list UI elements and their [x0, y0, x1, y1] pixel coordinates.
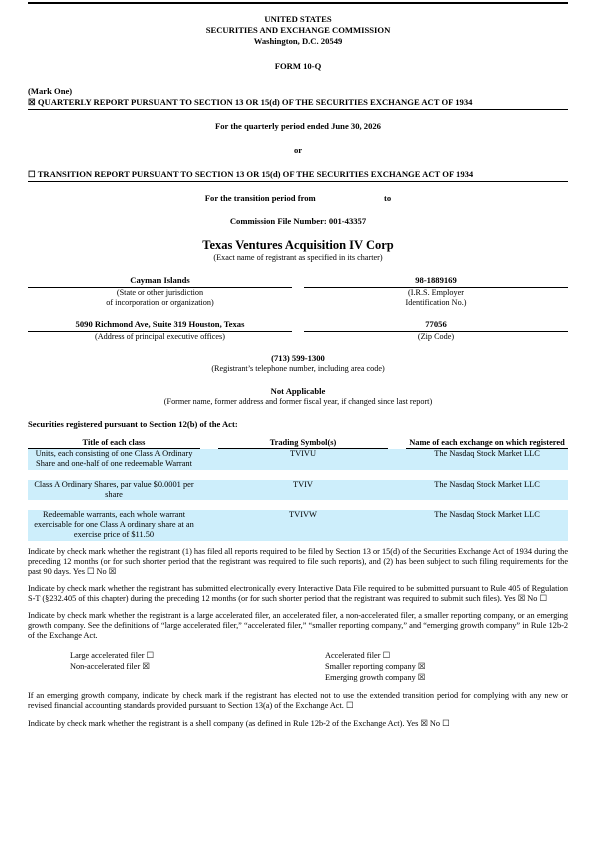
large-accelerated-filer: Large accelerated filer ☐ — [70, 650, 154, 660]
smaller-reporting-company: Smaller reporting company ☒ — [325, 661, 426, 671]
zip-caption: (Zip Code) — [417, 331, 455, 341]
form-type: FORM 10-Q — [274, 61, 322, 71]
address-block — [28, 319, 292, 343]
zip-block — [304, 319, 568, 343]
jurisdiction-block — [28, 275, 292, 309]
security-symbol: TVIVW — [218, 510, 388, 541]
interactive-data-check: Indicate by check mark whether the registrant has submitted electronically every Interactive Data File required to be submitted pursuant to Rule 405 of Regulation S-T (§232.405 of this chapter) during the preceding 12 months (or for such shorter period that the registrant was required to submit such files). Yes ☒ No ☐ — [28, 583, 568, 604]
quarterly-report-option: ☒ QUARTERLY REPORT PURSUANT TO SECTION 13 OR 15(d) OF THE SECURITIES EXCHANGE ACT OF 1934 — [28, 97, 568, 110]
security-symbol: TVIVU — [218, 449, 388, 469]
col-header-exchange: Name of each exchange on which registered — [406, 438, 568, 449]
irs-value: 98-1889169 — [304, 275, 568, 288]
shell-company-check: Indicate by check mark whether the registrant is a shell company (as defined in Rule 12b-2 of the Exchange Act). Yes ☒ No ☐ — [28, 718, 450, 728]
col-header-title: Title of each class — [28, 438, 200, 449]
transition-period — [28, 193, 568, 204]
security-title: Redeemable warrants, each whole warrant exercisable for one Class A ordinary share at an exercise price of $11.50 — [28, 510, 200, 541]
mark-one: (Mark One) — [28, 86, 73, 96]
securities-table — [28, 438, 568, 541]
emerging-growth-company: Emerging growth company ☒ — [325, 672, 426, 682]
registrant-name: Texas Ventures Acquisition IV Corp — [202, 238, 394, 252]
header-united-states: UNITED STATES — [264, 14, 332, 24]
non-accelerated-filer: Non-accelerated filer ☒ — [70, 661, 150, 671]
address-value: 5090 Richmond Ave, Suite 319 Houston, Texas — [28, 319, 292, 332]
jurisdiction-irs-row — [28, 275, 568, 309]
irs-caption-1: (I.R.S. Employer — [408, 287, 464, 297]
jurisdiction-value: Cayman Islands — [28, 275, 292, 288]
form-page — [28, 14, 568, 729]
reports-filed-check: Indicate by check mark whether the registrant (1) has filed all reports required to be filed by Section 13 or 15(d) of the Securities Exchange Act of 1934 during the preceding 12 months (or for such shorter period that the registrant was required to file such reports), and (2) has been subject to such filing requirements for the past 90 days. Yes ☐ No ☒ — [28, 546, 568, 577]
former-name-value: Not Applicable — [270, 385, 326, 396]
irs-caption-2: Identification No.) — [405, 298, 467, 307]
or-separator: or — [293, 145, 303, 155]
commission-file-number: Commission File Number: 001-43357 — [229, 216, 367, 226]
col-header-symbol: Trading Symbol(s) — [218, 438, 388, 449]
zip-value: 77056 — [304, 319, 568, 332]
jurisdiction-caption-1: (State or other jurisdiction — [116, 287, 204, 297]
filer-options-left — [70, 650, 325, 683]
accelerated-filer: Accelerated filer ☐ — [325, 650, 391, 660]
security-exchange: The Nasdaq Stock Market LLC — [406, 449, 568, 469]
former-name-caption: (Former name, former address and former fiscal year, if changed since last report) — [163, 396, 433, 406]
registrant-name-caption: (Exact name of registrant as specified in its charter) — [213, 253, 383, 262]
security-title: Units, each consisting of one Class A Ordinary Share and one-half of one redeemable Warrant — [28, 449, 200, 469]
address-zip-row — [28, 319, 568, 343]
filer-status-options — [70, 650, 568, 683]
quarterly-period: For the quarterly period ended June 30, 2026 — [215, 121, 381, 131]
phone-value: (713) 599-1300 — [271, 353, 325, 363]
table-row — [28, 449, 568, 469]
securities-heading: Securities registered pursuant to Section 12(b) of the Act: — [28, 419, 238, 429]
header-sec: SECURITIES AND EXCHANGE COMMISSION — [205, 25, 391, 35]
address-caption: (Address of principal executive offices) — [95, 331, 225, 341]
extended-transition-check: If an emerging growth company, indicate by check mark if the registrant has elected not to use the extended transition period for complying with any new or revised financial accounting standards provided pursuant to Section 13(a) of the Exchange Act. ☐ — [28, 690, 568, 711]
transition-to-label: to — [384, 193, 392, 203]
transition-from-label: For the transition period from — [204, 193, 316, 203]
phone-caption: (Registrant’s telephone number, including area code) — [211, 364, 385, 373]
jurisdiction-caption-2: of incorporation or organization) — [106, 298, 214, 307]
security-exchange: The Nasdaq Stock Market LLC — [406, 510, 568, 541]
security-title: Class A Ordinary Shares, par value $0.0001 per share — [28, 480, 200, 500]
security-exchange: The Nasdaq Stock Market LLC — [406, 480, 568, 500]
table-row — [28, 510, 568, 541]
security-symbol: TVIV — [218, 480, 388, 500]
top-rule — [28, 2, 568, 4]
transition-report-option: ☐ TRANSITION REPORT PURSUANT TO SECTION 13 OR 15(d) OF THE SECURITIES EXCHANGE ACT OF 1934 — [28, 169, 568, 182]
filer-options-right — [325, 650, 425, 683]
irs-block — [304, 275, 568, 309]
filer-status-paragraph: Indicate by check mark whether the registrant is a large accelerated filer, an accelerated filer, a non-accelerated filer, a smaller reporting company, or an emerging growth company. See the definitions of “large accelerated filer,” “accelerated filer,” “smaller reporting company,” and “emerging growth company” in Rule 12b-2 of the Exchange Act. — [28, 610, 568, 641]
securities-header-row — [28, 438, 568, 449]
header-washington: Washington, D.C. 20549 — [253, 36, 343, 46]
table-row — [28, 480, 568, 500]
